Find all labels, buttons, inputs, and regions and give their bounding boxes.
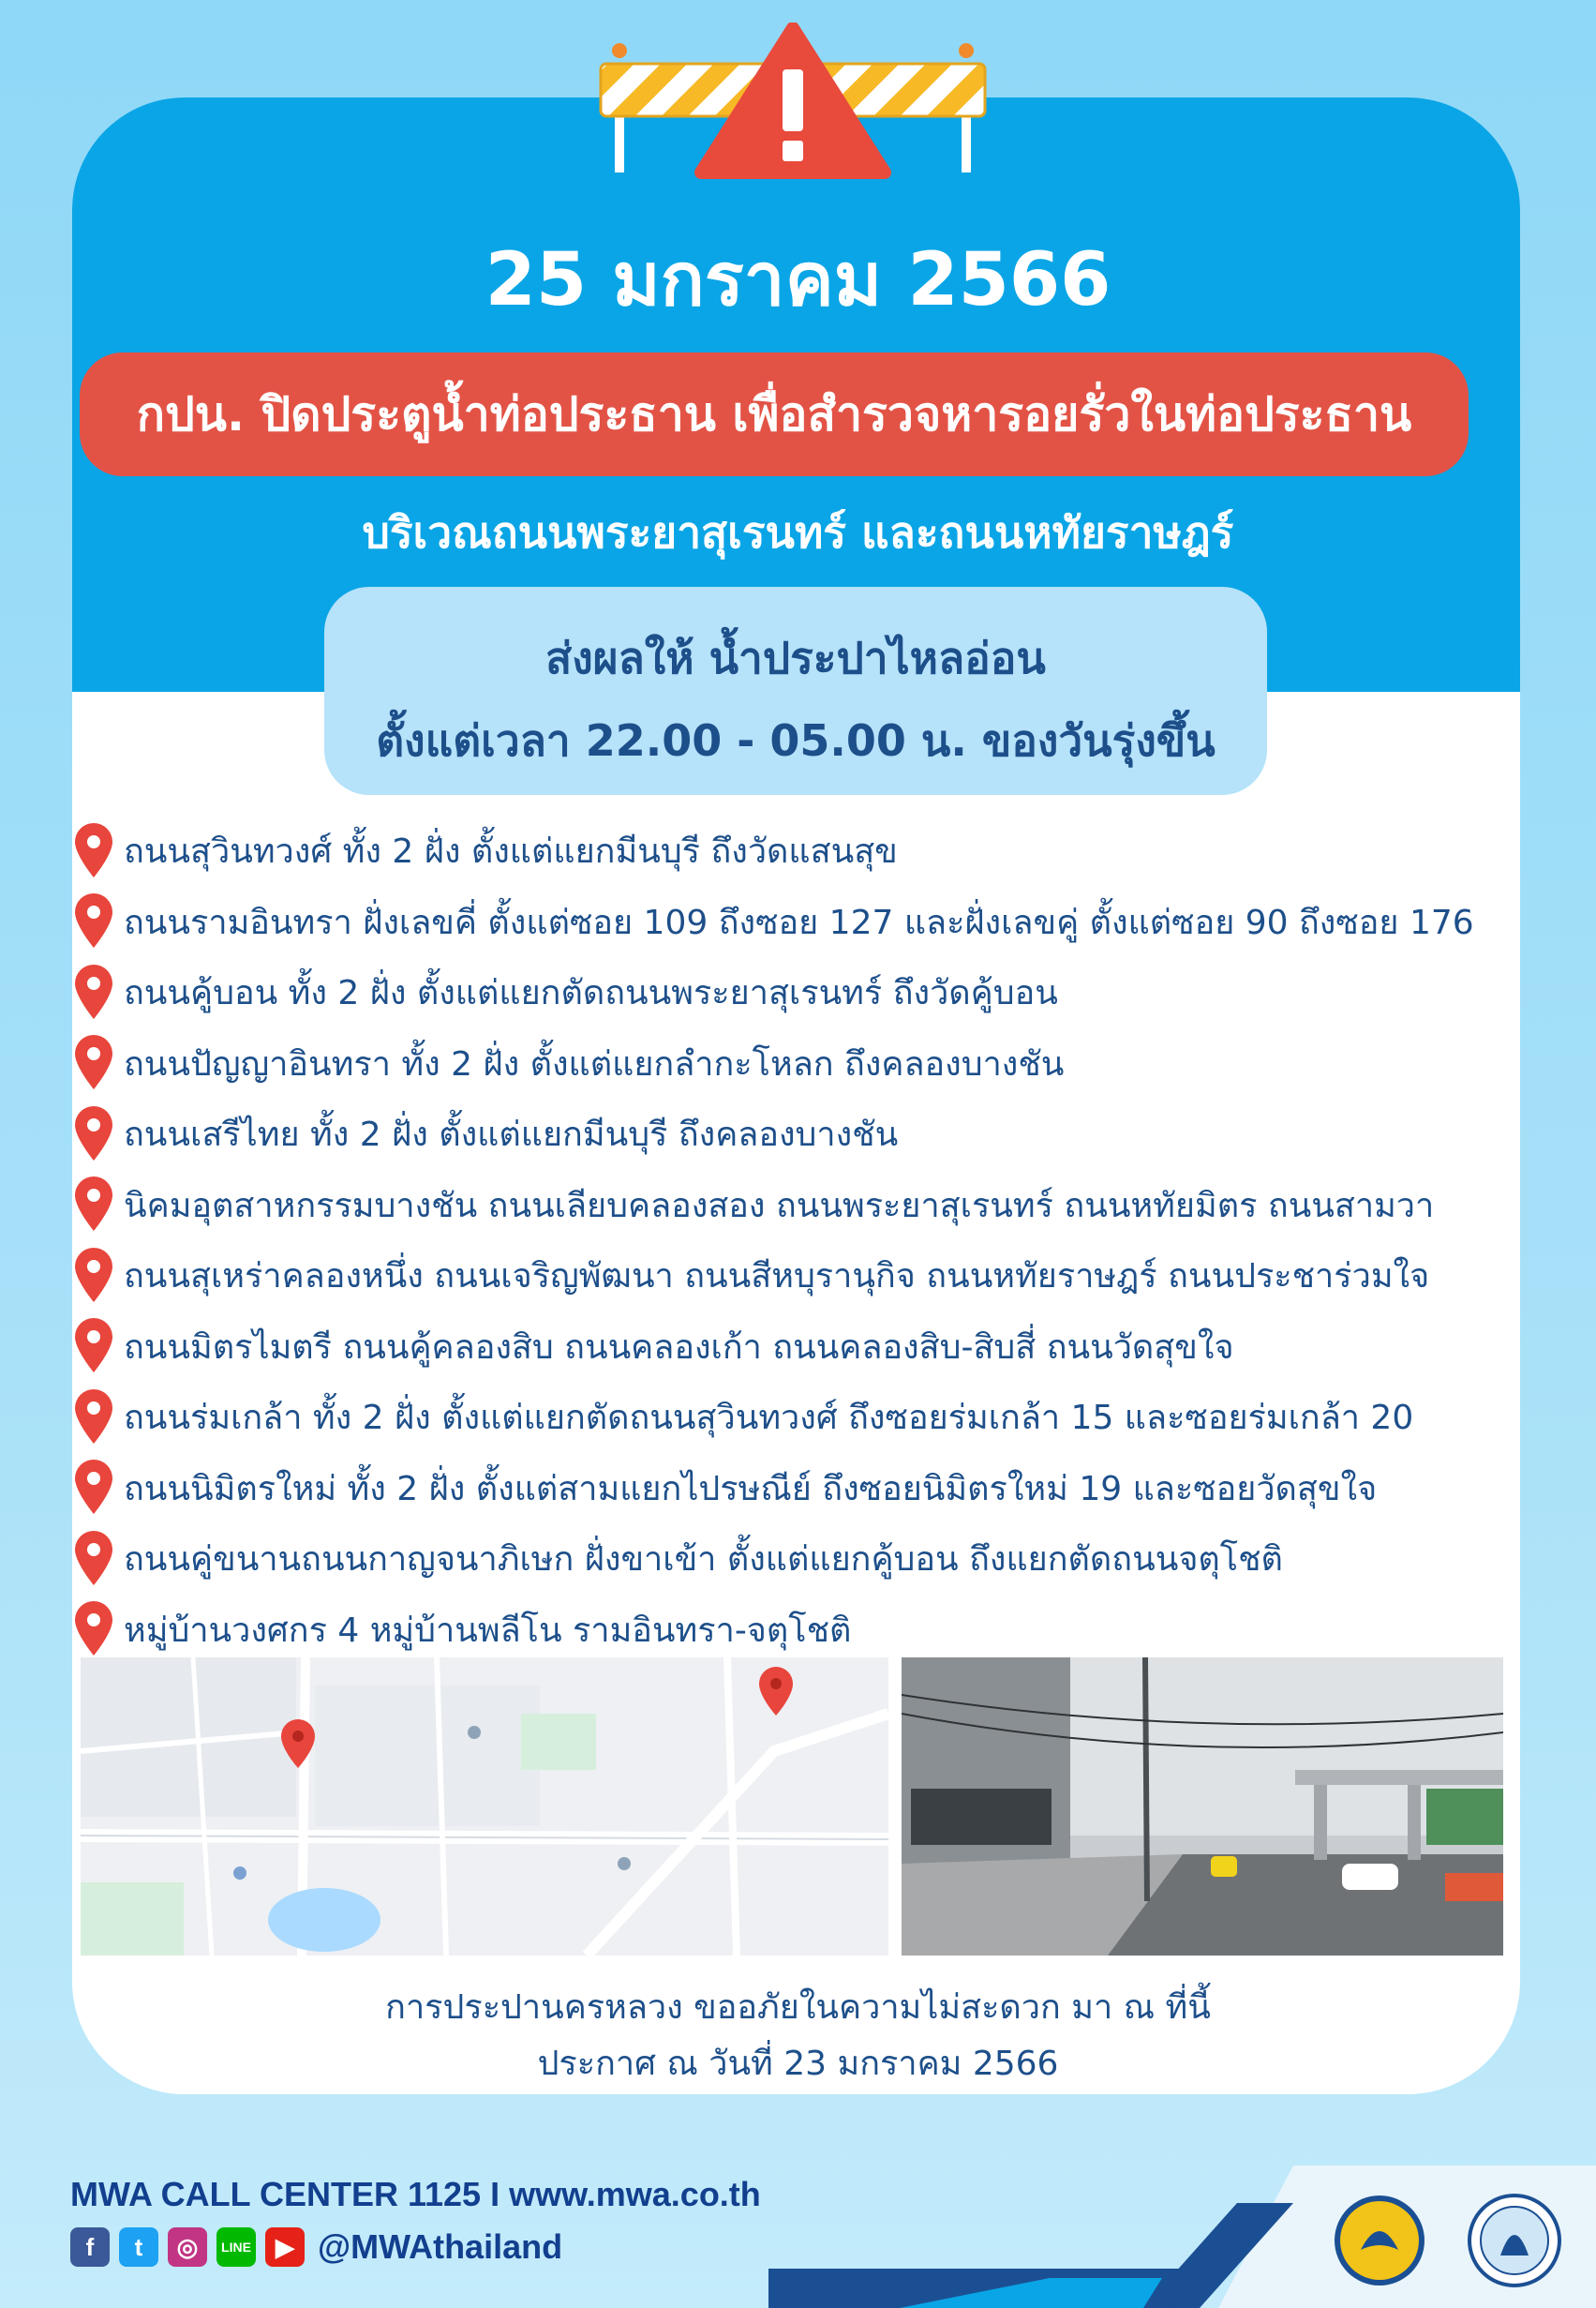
social-links: [70, 2227, 562, 2267]
map-pin-icon: [69, 1601, 118, 1657]
effect-line-2: ตั้งแต่เวลา 22.00 - 05.00 น. ของวันรุ่งขึ้น: [376, 715, 1216, 766]
area-text: ถนนปัญญาอินทรา ทั้ง 2 ฝั่ง ตั้งแต่แยกลำกะโหลก ถึงคลองบางชัน: [124, 1044, 1065, 1084]
area-text: ถนนร่มเกล้า ทั้ง 2 ฝั่ง ตั้งแต่แยกตัดถนนสุวินทวงศ์ ถึงซอยร่มเกล้า 15 และซอยร่มเกล้า 20: [124, 1399, 1414, 1438]
headline-banner: [80, 352, 1469, 476]
street-photo-image: [902, 1657, 1503, 1956]
list-item: [69, 816, 1531, 887]
map-pin-icon: [69, 1389, 118, 1446]
area-text: หมู่บ้านวงศกร 4 หมู่บ้านพลีโน รามอินทรา-จตุโชติ: [124, 1611, 852, 1650]
map-pin-icon: [69, 1106, 118, 1162]
area-text: ถนนคู้บอน ทั้ง 2 ฝั่ง ตั้งแต่แยกตัดถนนพระยาสุเรนทร์ ถึงวัดคู้บอน: [124, 974, 1058, 1013]
map-pin-icon: [69, 1035, 118, 1091]
map-pin-icon: [69, 823, 118, 879]
area-text: ถนนรามอินทรา ฝั่งเลขคี่ ตั้งแต่ซอย 109 ถึงซอย 127 และฝั่งเลขคู่ ตั้งแต่ซอย 90 ถึงซอย 176: [124, 903, 1474, 942]
map-pin-icon: [69, 1176, 118, 1233]
area-text: ถนนสุวินทวงศ์ ทั้ง 2 ฝั่ง ตั้งแต่แยกมีนบุรี ถึงวัดแสนสุข: [124, 832, 898, 872]
list-item: [69, 1382, 1531, 1453]
contact-line: MWA CALL CENTER 1125 I www.mwa.co.th: [70, 2175, 761, 2213]
area-text: ถนนคู่ขนานถนนกาญจนาภิเษก ฝั่งขาเข้า ตั้งแต่แยกคู้บอน ถึงแยกตัดถนนจตุโชติ: [124, 1540, 1283, 1580]
government-emblem-logo: [1333, 2194, 1426, 2287]
social-handle: @MWAthailand: [318, 2227, 563, 2266]
effect-line-1: ส่งผลให้ น้ำประปาไหลอ่อน: [545, 633, 1046, 683]
line-icon[interactable]: LINE: [216, 2227, 256, 2267]
area-text: ถนนมิตรไมตรี ถนนคู้คลองสิบ ถนนคลองเก้า ถนนคลองสิบ-สิบสี่ ถนนวัดสุขใจ: [124, 1327, 1234, 1367]
list-item: [69, 1028, 1531, 1100]
list-item: [69, 1170, 1531, 1241]
location-subheadline: บริเวณถนนพระยาสุเรนทร์ และถนนหทัยราษฎร์: [362, 507, 1234, 558]
twitter-icon[interactable]: t: [119, 2227, 158, 2267]
effect-box: [324, 587, 1267, 795]
map-pin-icon: [69, 1460, 118, 1516]
area-map-image: [81, 1657, 888, 1956]
apology-text: การประปานครหลวง ขออภัยในความไม่สะดวก มา ณ ที่นี้: [385, 1988, 1211, 2027]
map-pin-icon: [69, 893, 118, 950]
announcement-date-text: ประกาศ ณ วันที่ 23 มกราคม 2566: [537, 2045, 1059, 2083]
list-item: [69, 1240, 1531, 1311]
instagram-icon[interactable]: ◎: [168, 2227, 207, 2267]
area-text: ถนนเสรีไทย ทั้ง 2 ฝั่ง ตั้งแต่แยกมีนบุรี ถึงคลองบางชัน: [124, 1116, 899, 1155]
list-item: [69, 1595, 1531, 1666]
list-item: [69, 957, 1531, 1028]
announcement-date: 25 มกราคม 2566: [485, 238, 1111, 322]
youtube-icon[interactable]: ▶: [265, 2227, 305, 2267]
map-pin-icon: [69, 1531, 118, 1587]
facebook-icon[interactable]: f: [70, 2227, 110, 2267]
map-pin-icon: [69, 1318, 118, 1374]
headline-text: กปน. ปิดประตูน้ำท่อประธาน เพื่อสำรวจหารอยรั่วในท่อประธาน: [136, 386, 1412, 442]
list-item: [69, 1523, 1531, 1595]
map-pin-icon: [69, 1248, 118, 1304]
road-barrier-warning-icon: [596, 22, 990, 182]
list-item: [69, 1453, 1531, 1524]
area-text: ถนนนิมิตรใหม่ ทั้ง 2 ฝั่ง ตั้งแต่สามแยกไปรษณีย์ ถึงซอยนิมิตรใหม่ 19 และซอยวัดสุขใจ: [124, 1469, 1378, 1508]
list-item: [69, 1311, 1531, 1383]
list-item: [69, 1099, 1531, 1170]
area-text: นิคมอุตสาหกรรมบางชัน ถนนเลียบคลองสอง ถนนพระยาสุเรนทร์ ถนนหทัยมิตร ถนนสามวา: [124, 1186, 1435, 1225]
affected-areas-list: [69, 816, 1531, 1665]
mwa-logo: [1468, 2194, 1561, 2287]
list-item: [69, 887, 1531, 958]
map-pin-icon: [69, 965, 118, 1021]
area-text: ถนนสุเหร่าคลองหนึ่ง ถนนเจริญพัฒนา ถนนสีหบุรานุกิจ ถนนหทัยราษฎร์ ถนนประชาร่วมใจ: [124, 1257, 1430, 1296]
